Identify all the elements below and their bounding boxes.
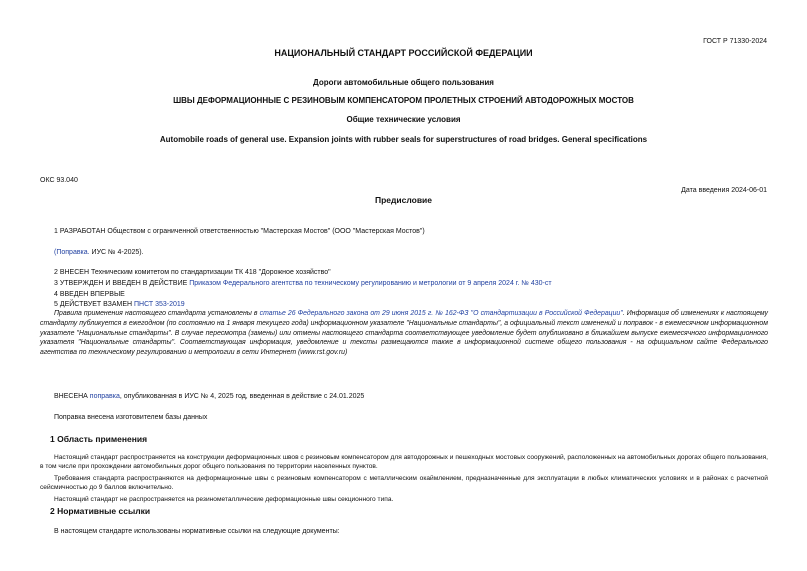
- foreword-item-4: 4 ВВЕДЕН ВПЕРВЫЕ: [54, 291, 125, 298]
- foreword-item-5-text: 5 ДЕЙСТВУЕТ ВЗАМЕН: [54, 301, 134, 308]
- section-1-paragraph-1: Настоящий стандарт распространяется на конструкции деформационных швов с резиновым компенсатором для автодорожных и пешеходных мостовых сооружений, расположенных на автомобильных дорогах общего пользования, в том числе при прохождении автомобильных дорог общего пользования по территории населенных пунктов.: [40, 454, 769, 471]
- rules-text-2: . Информация об изменениях к настоящему стандарту публикуется в ежегодном (по состоянию на 1 января текущего года) информационном указателе "Национальные стандарты", а официальный текст изменений и поправок - в ежемесячном информационном указателе "Национальные стандарты". В случае пересмотра (замены) или отмены настоящего стандарта соответствующее уведомление будет опубликовано в ближайшем выпуске ежемесячного информационного указателя "Национальные стандарты". Соответствующая информация, уведомление и тексты размещаются также в информационной системе общего пользования - на официальном сайте Федерального агентства по техническому регулированию и метрологии в сети Интернет (www.rst.gov.ru): [40, 310, 768, 357]
- amendment-link[interactable]: (Поправка.: [54, 249, 90, 256]
- title-line-3: Общие технические условия: [346, 115, 461, 124]
- title-english: Automobile roads of general use. Expansion joints with rubber seals for superstructures of road bridges. General specifications: [159, 135, 648, 144]
- amendment-reference-text: ИУС № 4-2025).: [89, 249, 144, 256]
- amendment-note-pre: ВНЕСЕНА: [54, 393, 90, 400]
- standard-type: НАЦИОНАЛЬНЫЙ СТАНДАРТ РОССИЙСКОЙ ФЕДЕРАЦИИ: [274, 48, 533, 58]
- foreword-item-1: 1 РАЗРАБОТАН Обществом с ограниченной ответственностью "Мастерская Мостов" (ООО "Мастерская Мостов"): [54, 228, 425, 235]
- section-2-paragraph-1: В настоящем стандарте использованы нормативные ссылки на следующие документы:: [54, 528, 340, 535]
- amendment-maker-note: Поправка внесена изготовителем базы данных: [54, 414, 208, 421]
- section-1-heading: 1 Область применения: [50, 434, 148, 444]
- section-2-heading: 2 Нормативные ссылки: [50, 506, 151, 516]
- section-1-paragraph-3: Настоящий стандарт не распространяется на резинометаллические деформационные швы секционного типа.: [54, 496, 394, 503]
- introduction-date: Дата введения 2024-06-01: [681, 187, 767, 194]
- foreword-item-2: 2 ВНЕСЕН Техническим комитетом по стандартизации ТК 418 "Дорожное хозяйство": [54, 269, 331, 276]
- pnst-link[interactable]: ПНСТ 353-2019: [133, 301, 185, 308]
- amendment-reference: [54, 248, 144, 257]
- oks-code: ОКС 93.040: [40, 177, 78, 184]
- rules-text-1: Правила применения настоящего стандарта установлены в: [54, 310, 260, 317]
- foreword-item-3: [54, 279, 552, 288]
- foreword-heading: Предисловие: [374, 195, 433, 205]
- foreword-item-3-text: 3 УТВЕРЖДЕН И ВВЕДЕН В ДЕЙСТВИЕ: [54, 280, 190, 287]
- order-link[interactable]: Приказом Федерального агентства по техническому регулированию и метрологии от 9 апреля 2024 г. № 430-ст: [189, 280, 552, 287]
- title-line-1: Дороги автомобильные общего пользования: [313, 78, 494, 87]
- rules-paragraph: [40, 309, 768, 358]
- section-1-paragraph-2: Требования стандарта распространяются на деформационные швы с резиновым компенсатором с металлическим окаймлением, предназначенные для эксплуатации в любых климатических условиях и в районах с расчетной сейсмичностью до 9 баллов включительно.: [40, 475, 768, 492]
- amendment-note-post: , опубликованная в ИУС № 4, 2025 год, введенная в действие с 24.01.2025: [119, 393, 365, 400]
- document-code: ГОСТ Р 71330-2024: [703, 38, 767, 45]
- amendment-note-link[interactable]: поправка: [89, 393, 120, 400]
- title-line-2: ШВЫ ДЕФОРМАЦИОННЫЕ С РЕЗИНОВЫМ КОМПЕНСАТОРОМ ПРОЛЕТНЫХ СТРОЕНИЙ АВТОДОРОЖНЫХ МОСТОВ: [173, 96, 634, 105]
- federal-law-link[interactable]: статье 26 Федерального закона от 29 июня 2015 г. № 162-ФЗ "О стандартизации в Российской Федерации": [259, 310, 623, 317]
- amendment-note: [54, 392, 364, 401]
